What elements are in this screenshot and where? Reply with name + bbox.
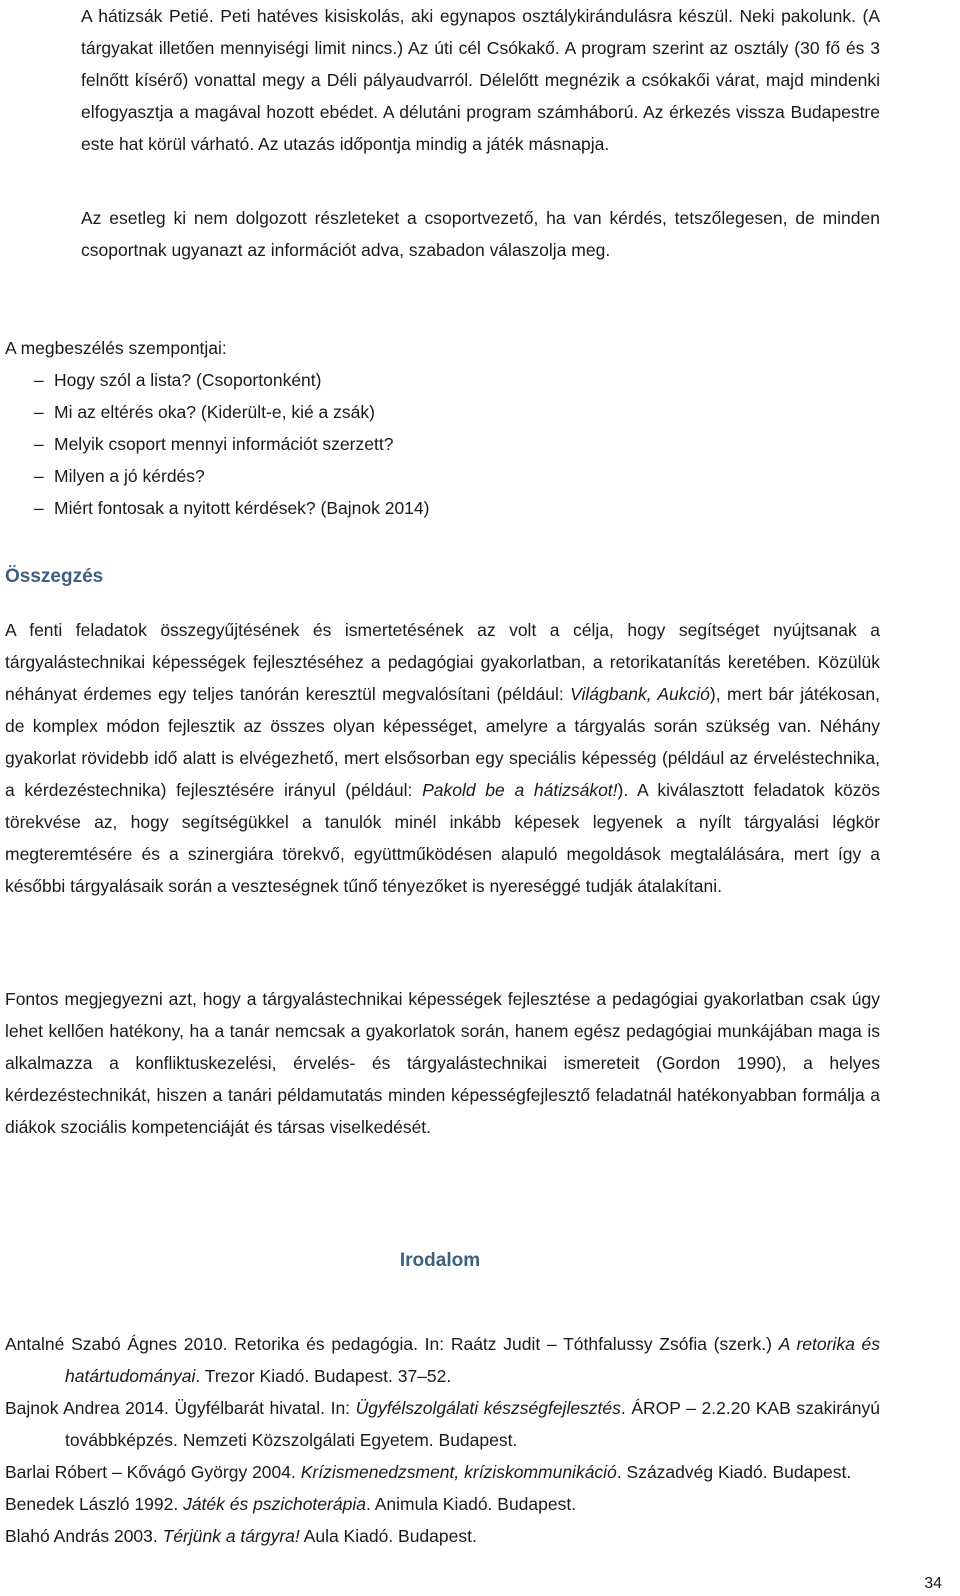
reference-text: Aula Kiadó. Budapest. xyxy=(299,1526,477,1546)
reference-entry xyxy=(5,1520,880,1552)
criteria-title: A megbeszélés szempontjai: xyxy=(5,338,227,358)
list-item xyxy=(34,492,734,524)
task-description-paragraph xyxy=(81,0,880,160)
list-item xyxy=(34,364,734,396)
dash-marker: – xyxy=(34,466,44,486)
task-note-paragraph xyxy=(81,202,880,266)
dash-marker: – xyxy=(34,402,44,422)
criteria-item-text: Miért fontosak a nyitott kérdések? (Bajnok 2014) xyxy=(54,498,430,518)
reference-text: . Animula Kiadó. Budapest. xyxy=(365,1494,577,1514)
reference-entry xyxy=(5,1488,880,1520)
reference-text: Barlai Róbert – Kővágó György 2004. xyxy=(5,1462,301,1482)
reference-text: . Századvég Kiadó. Budapest. xyxy=(616,1462,852,1482)
dash-marker: – xyxy=(34,370,44,390)
reference-title: Ügyfélszolgálati készségfejlesztés xyxy=(355,1398,621,1418)
reference-title: Játék és pszichoterápia xyxy=(183,1494,366,1514)
reference-entry xyxy=(5,1328,880,1392)
references-heading: Irodalom xyxy=(399,1250,481,1271)
criteria-item-text: Milyen a jó kérdés? xyxy=(54,466,205,486)
summary-italic-examples: Világbank, Aukció xyxy=(570,684,710,704)
reference-text: Antalné Szabó Ágnes 2010. Retorika és pedagógia. In: Raátz Judit – Tóthfalussy Zsófia (szerk.) xyxy=(5,1334,779,1354)
reference-title: Térjünk a tárgyra! xyxy=(162,1526,300,1546)
reference-text: . ÁROP – 2.2.20 KAB szakirányú továbbképzés. Nemzeti Közszolgálati Egyetem. Budapest. xyxy=(65,1398,880,1450)
task-note-text: Az esetleg ki nem dolgozott részleteket a csoportvezető, ha van kérdés, tetszőlegesen, de minden csoportnak ugyanazt az információt adva, szabadon válaszolja meg. xyxy=(81,208,880,260)
summary-text: ), mert bár játékosan, de komplex módon fejlesztik az összes olyan képességet, amelyre a tárgyalás során szükség van. Néhány gyakorlat rövidebb idő alatt is elvégezhető, mert elsősorban egy speciális képesség (például az érveléstechnika, a kérdezéstechnika) fejlesztésére irányul (például: xyxy=(5,684,880,800)
criteria-list xyxy=(34,364,734,524)
summary-text: Fontos megjegyezni azt, hogy a tárgyalástechnikai képességek fejlesztése a pedagógiai gyakorlatban csak úgy lehet kellően hatékony, ha a tanár nemcsak a gyakorlatok során, hanem egész pedagógiai munkájában maga is alkalmazza a konfliktuskezelési, érvelés- és tárgyalástechnikai ismereteit (Gordon 1990), a helyes kérdezéstechnikát, hiszen a tanári példamutatás minden képességfejlesztő feladatnál hatékonyabban formálja a diákok szociális kompetenciáját és társas viselkedését. xyxy=(5,989,880,1137)
criteria-item-text: Melyik csoport mennyi információt szerzett? xyxy=(54,434,394,454)
reference-text: Benedek László 1992. xyxy=(5,1494,184,1514)
summary-heading: Összegzés xyxy=(5,566,104,587)
summary-paragraph-1 xyxy=(5,614,880,902)
summary-italic-example: Pakold be a hátizsákot! xyxy=(422,780,618,800)
list-item xyxy=(34,460,734,492)
task-description-text: A hátizsák Petié. Peti hatéves kisiskolás, aki egynapos osztálykirándulásra készül. Neki pakolunk. (A tárgyakat illetően mennyiségi limit nincs.) Az úti cél Csókakő. A program szerint az osztály (30 fő és 3 felnőtt kísérő) vonattal megy a Déli pályaudvarról. Délelőtt megnézik a csókakői várat, majd mindenki elfogyasztja a magával hozott ebédet. A délutáni program számháború. Az érkezés vissza Budapestre este hat körül várható. Az utazás időpontja mindig a játék másnapja. xyxy=(81,6,880,154)
list-item xyxy=(34,396,734,428)
criteria-item-text: Mi az eltérés oka? (Kiderült-e, kié a zsák) xyxy=(54,402,375,422)
summary-text: ). A kiválasztott feladatok közös törekvése az, hogy segítségükkel a tanulók minél inkább képesek legyenek a nyílt tárgyalási légkör megteremtésére és a szinergiára törekvő, együttműködésen alapuló megoldások megtalálására, mert így a későbbi tárgyalásaik során a veszteségnek tűnő tényezőket is nyereséggé tudják átalakítani. xyxy=(5,780,881,896)
page-number: 34 xyxy=(924,1575,942,1592)
reference-title: Krízismenedzsment, kríziskommunikáció xyxy=(300,1462,617,1482)
reference-text: . Trezor Kiadó. Budapest. 37–52. xyxy=(195,1366,452,1386)
list-item xyxy=(34,428,734,460)
reference-text: Bajnok Andrea 2014. Ügyfélbarát hivatal. In: xyxy=(5,1398,356,1418)
references-list xyxy=(5,1328,880,1552)
reference-entry xyxy=(5,1456,880,1488)
reference-text: Blahó András 2003. xyxy=(5,1526,163,1546)
criteria-item-text: Hogy szól a lista? (Csoportonként) xyxy=(54,370,322,390)
summary-paragraph-2 xyxy=(5,983,880,1143)
reference-title: A retorika és határtudományai xyxy=(65,1334,880,1386)
dash-marker: – xyxy=(34,434,44,454)
summary-text: A fenti feladatok összegyűjtésének és ismertetésének az volt a célja, hogy segítséget nyújtsanak a tárgyalástechnikai képességek fejlesztéséhez a pedagógiai gyakorlatban, a retorikatanítás keretében. Közülük néhányat érdemes egy teljes tanórán keresztül megvalósítani (például: xyxy=(5,620,880,704)
dash-marker: – xyxy=(34,498,44,518)
reference-entry xyxy=(5,1392,880,1456)
